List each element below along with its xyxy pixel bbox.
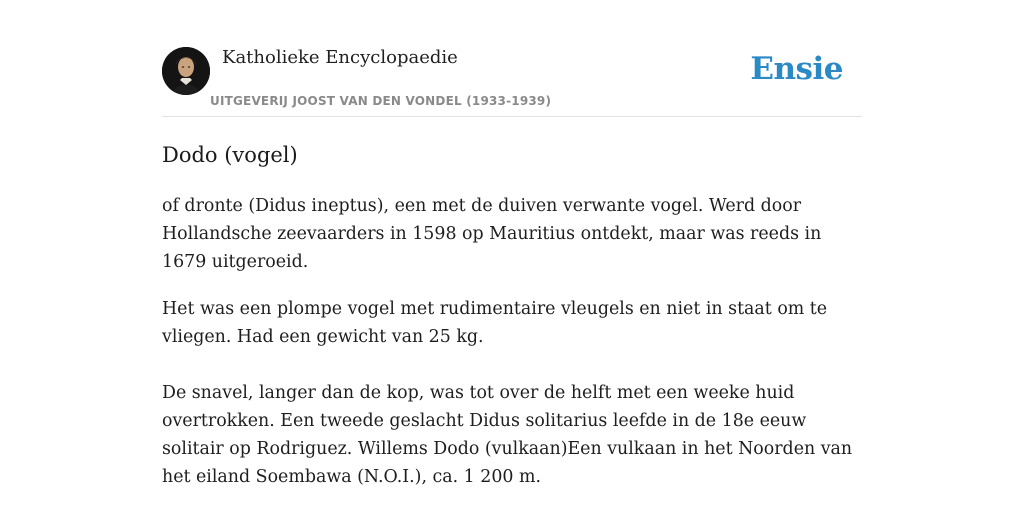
- entry-paragraph: Het was een plompe vogel met rudimentaire vleugels en niet in staat om te vliegen. Had een gewicht van 25 kg.: [162, 299, 828, 347]
- source-title[interactable]: Katholieke Encyclopaedie: [222, 47, 458, 68]
- publisher-label: UITGEVERIJ JOOST VAN DEN VONDEL (1933-1939): [210, 94, 552, 108]
- portrait-icon[interactable]: [162, 47, 210, 95]
- entry-paragraph: of dronte (Didus ineptus), een met de duiven verwante vogel. Werd door Hollandsche zeevaarders in 1598 op Mauritius ontdekt, maar was reeds in 1679 uitgeroeid.: [162, 196, 822, 272]
- entry-paragraph: De snavel, langer dan de kop, was tot over de helft met een weeke huid overtrokken. Een tweede geslacht Didus solitarius leefde in de 18e eeuw solitair op Rodriguez. Willems Dodo (vulkaan)Een vulkaan in het Noorden van het eiland Soembawa (N.O.I.), ca. 1 200 m.: [162, 383, 853, 487]
- brand-logo[interactable]: Ensie: [750, 51, 843, 87]
- entry-card: [162, 0, 862, 512]
- source-header: [162, 0, 862, 117]
- entry-title: Dodo (vogel): [162, 143, 298, 167]
